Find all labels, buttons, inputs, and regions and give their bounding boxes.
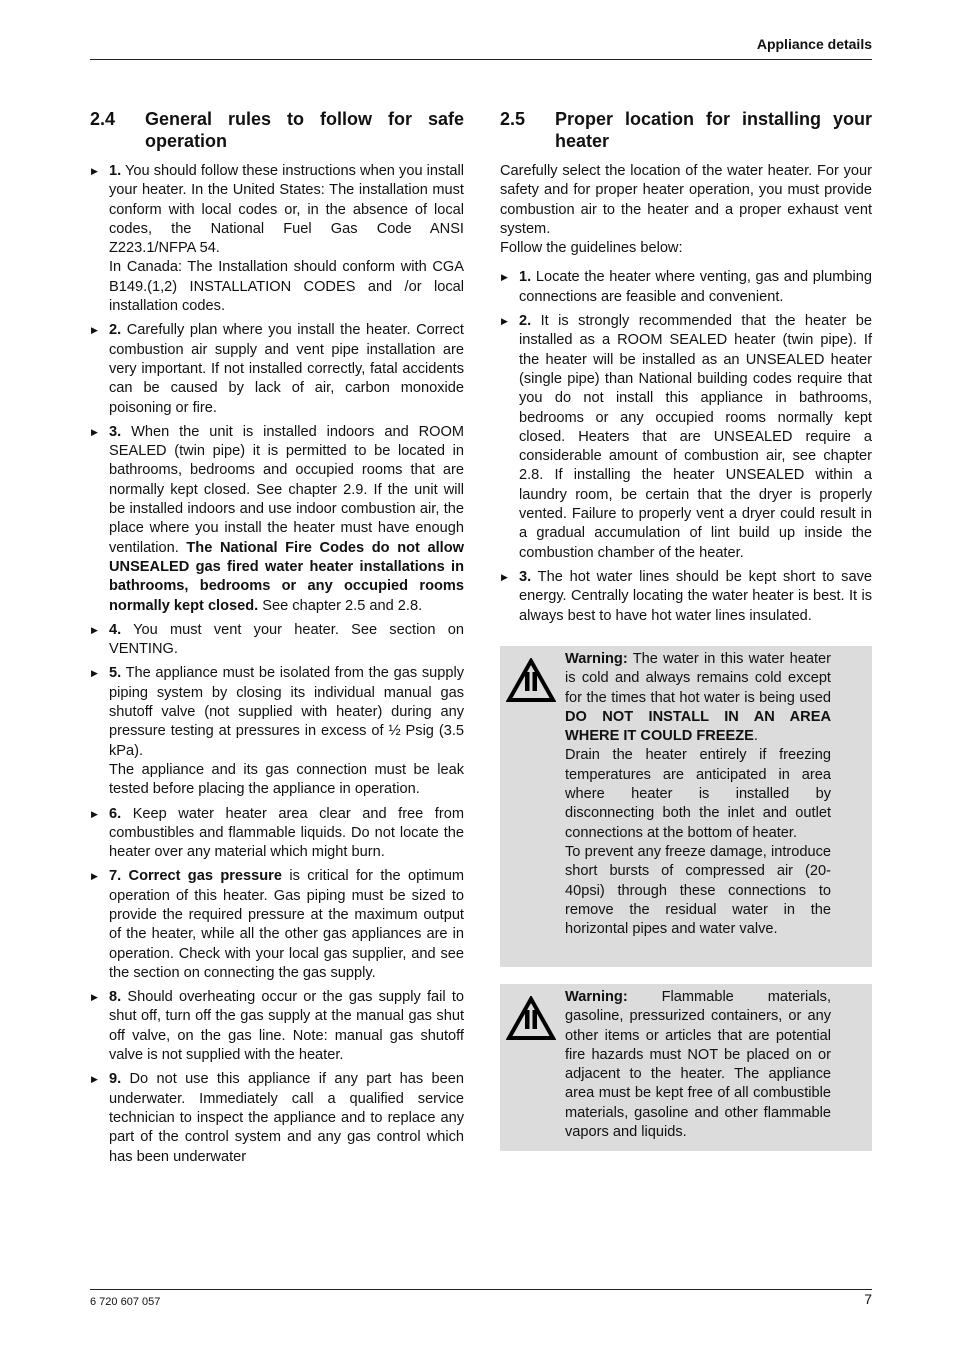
item-number: 5. <box>109 665 122 682</box>
item-text: It is strongly recommended that the heater be installed as a ROOM SEALED heater (twin pipe). If the heater will be installed as an UNSEALED heater (single pipe) than National building codes require that you do not install this appliance in bathrooms, bedrooms or any occupied rooms normally kept closed. Heaters that are UNSEALED require a considerable amount of combustion air, see chapter 2.8. If installing the heater UNSEALED within a laundry room, be certain that the dryer is properly vented. Failure to properly vent a dryer could result in a gradual accumulation of lint build up inside the combustion chamber of the heater. <box>519 313 872 561</box>
list-item <box>500 568 872 626</box>
warning-bold-text: DO NOT INSTALL IN AN AREA WHERE IT COULD FREEZE <box>565 708 831 745</box>
intro-paragraph: Carefully select the location of the water heater. For your safety and for proper heater operation, you must provide combustion air to the heater and a proper exhaust vent system. <box>500 163 872 237</box>
warning-paragraph: Drain the heater entirely if freezing temperatures are anticipated in area where heater is installed by disconnecting both the inlet and outlet connections at the bottom of heater. <box>565 747 831 841</box>
warning-label: Warning: <box>565 989 628 1005</box>
section-heading-2-4 <box>90 108 464 152</box>
warning-label: Warning: <box>565 651 628 667</box>
document-number: 6 720 607 057 <box>90 1296 161 1308</box>
item-text: You should follow these instructions when you install your heater. In the United States: The installation must conform with local codes or, in the absence of local codes, the National Fuel Gas Code ANSI Z223.1/NFPA 54. <box>109 163 464 257</box>
item-text: is critical for the optimum operation of this heater. Gas piping must be sized to provide the required pressure at the maximum output of the heater, while all the other gas appliances are in operation. Check with your local gas supplier, and see the section on connecting the gas supply. <box>109 868 464 981</box>
item-text: Carefully plan where you install the heater. Correct combustion air supply and vent pipe installation are very important. If not installed correctly, fatal accidents can be caused by lack of air, carbon monoxide poisoning or fire. <box>109 322 464 416</box>
triangle-right-icon: ▶ <box>501 316 508 327</box>
item-extra-text: The appliance and its gas connection must be leak tested before placing the appliance in operation. <box>109 761 464 798</box>
section-number: 2.5 <box>500 109 526 129</box>
warning-end: . <box>753 728 758 745</box>
triangle-right-icon: ▶ <box>501 571 508 582</box>
triangle-right-icon: ▶ <box>91 668 98 679</box>
list-item <box>500 312 872 563</box>
item-text: Locate the heater where venting, gas and plumbing connections are feasible and convenient. <box>519 269 872 305</box>
list-item <box>90 988 464 1065</box>
item-bold-text: The National Fire Codes do not allow UNSEALED gas fired water heater installations in bathrooms, bedrooms or any occupied rooms normally kept closed. <box>109 539 464 614</box>
triangle-right-icon: ▶ <box>91 871 98 882</box>
warning-box-freeze <box>500 646 872 967</box>
list-item <box>500 268 872 307</box>
item-number: 1. <box>109 163 122 179</box>
warning-text: The water in this water heater is cold and always remains cold except for the times that hot water is being used <box>565 651 831 706</box>
triangle-right-icon: ▶ <box>91 1074 98 1085</box>
list-item <box>90 1070 464 1166</box>
item-number: 2. <box>109 322 122 339</box>
triangle-right-icon: ▶ <box>91 426 98 437</box>
warning-triangle-icon <box>506 996 556 1041</box>
item-text: Keep water heater area clear and free from combustibles and flammable liquids. Do not locate the heater over any material which might burn. <box>109 805 464 861</box>
item-text: When the unit is installed indoors and ROOM SEALED (twin pipe) it is permitted to be located in bathrooms, bedrooms and occupied rooms that are normally kept closed. See chapter 2.9. If the unit will be installed indoors and use indoor combustion air, the place where you install the heater must have enough ventilation. <box>109 423 464 556</box>
warning-text: Flammable materials, gasoline, pressurized containers, or any other items or articles that are potential fire hazards must NOT be placed on or adjacent to the heater. The appliance area must be kept free of all combustible materials, gasoline and other flammable vapors and liquids. <box>565 989 831 1141</box>
warning-triangle-icon <box>506 658 556 703</box>
item-tail-text: See chapter 2.5 and 2.8. <box>258 597 423 614</box>
triangle-right-icon: ▶ <box>91 325 98 336</box>
section-title: General rules to follow for safe operation <box>145 109 464 151</box>
list-item <box>90 423 464 616</box>
triangle-right-icon: ▶ <box>91 166 98 176</box>
list-item <box>90 664 464 799</box>
triangle-right-icon: ▶ <box>91 624 98 635</box>
triangle-right-icon: ▶ <box>501 272 508 283</box>
item-number: 1. <box>519 269 532 286</box>
location-guidelines-list <box>500 268 872 625</box>
section-number: 2.4 <box>90 109 116 129</box>
item-number: 9. <box>109 1071 122 1088</box>
item-extra-text: In Canada: The Installation should conform with CGA B149.(1,2) INSTALLATION CODES and /or local installation codes. <box>109 259 464 315</box>
item-text: You must vent your heater. See section on VENTING. <box>109 621 464 658</box>
header-rule <box>90 59 872 60</box>
triangle-right-icon: ▶ <box>91 992 98 1003</box>
item-number: 2. <box>519 313 532 330</box>
item-text: Should overheating occur or the gas supply fail to shut off, turn off the gas supply at the manual gas shut off valve, on the gas line. Note: manual gas shutoff valve is not supplied with the heater. <box>109 989 464 1064</box>
warning-box-flammable <box>500 984 872 1151</box>
item-text: The hot water lines should be kept short to save energy. Centrally locating the water heater is best. It is always best to have hot water lines insulated. <box>519 568 872 624</box>
running-header: Appliance details <box>756 36 872 52</box>
item-number: 3. <box>109 423 122 440</box>
item-number: 4. <box>109 621 122 638</box>
warning-paragraph: To prevent any freeze damage, introduce short bursts of compressed air (20-40psi) through these connections to remove the residual water in the horizontal pipes and water valve. <box>565 843 831 938</box>
item-number: 8. <box>109 989 122 1006</box>
triangle-right-icon: ▶ <box>91 808 98 819</box>
left-column <box>90 108 464 1172</box>
list-item <box>90 867 464 983</box>
item-text: Do not use this appliance if any part has been underwater. Immediately call a qualified service technician to inspect the appliance and to replace any part of the control system and any gas control which has been underwater <box>109 1071 464 1165</box>
item-number: 7. Correct gas pressure <box>109 868 282 885</box>
right-column <box>500 108 872 631</box>
list-item <box>90 805 464 863</box>
list-item <box>90 621 464 660</box>
page-number: 7 <box>864 1291 872 1307</box>
section-title: Proper location for installing your heater <box>555 109 872 151</box>
footer-rule <box>90 1289 872 1290</box>
list-item <box>90 321 464 417</box>
safety-rules-list <box>90 162 464 1167</box>
item-text: The appliance must be isolated from the gas supply piping system by closing its individual manual gas shutoff valve (not supplied with heater) during any pressure testing at pressures in excess of ½ Psig (3.5 kPa). <box>109 665 464 759</box>
list-item <box>90 162 464 316</box>
intro-guidelines: Follow the guidelines below: <box>500 240 683 257</box>
item-number: 6. <box>109 805 122 822</box>
item-number: 3. <box>519 568 532 585</box>
section-heading-2-5 <box>500 108 872 152</box>
